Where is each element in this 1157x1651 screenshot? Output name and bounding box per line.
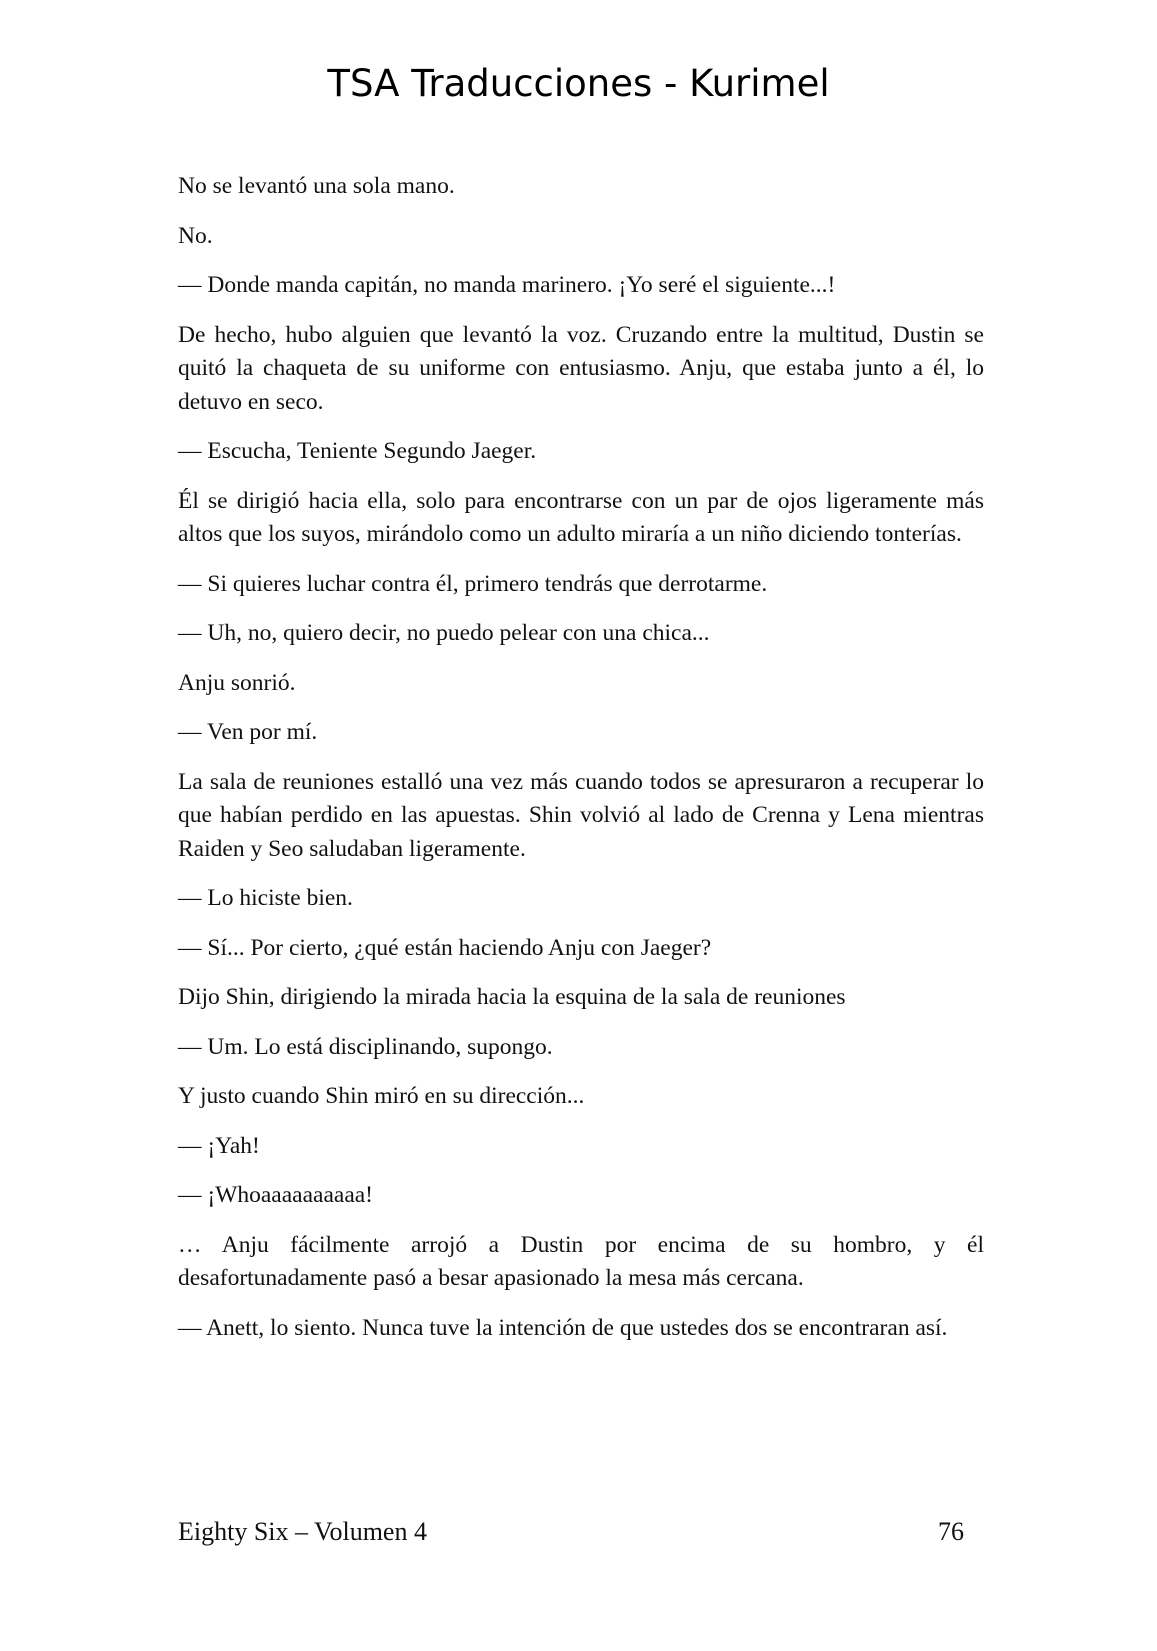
header-title: TSA Traducciones - Kurimel — [327, 62, 830, 105]
paragraph: — ¡Yah! — [178, 1132, 260, 1159]
paragraph: Y justo cuando Shin miró en su dirección... — [178, 1083, 585, 1109]
paragraph: Dijo Shin, dirigiendo la mirada hacia la esquina de la sala de reuniones — [178, 984, 846, 1010]
paragraph: — Anett, lo siento. Nunca tuve la intención de que ustedes dos se encontraran así. — [178, 1314, 948, 1341]
paragraph: La sala de reuniones estalló una vez más cuando todos se apresuraron a recuperar lo que habían perdido en las apuestas. Shin volvió al lado de Crenna y Lena mientras Raiden y Seo saludaban ligeramente. — [178, 768, 984, 862]
page-header — [0, 62, 1157, 106]
page-body — [178, 170, 984, 1345]
paragraph: — ¡Whoaaaaaaaaaa! — [178, 1182, 374, 1208]
paragraph: Él se dirigió hacia ella, solo para encontrarse con un par de ojos ligeramente más altos que los suyos, mirándolo como un adulto miraría a un niño diciendo tonterías. — [178, 487, 984, 547]
paragraph: De hecho, hubo alguien que levantó la voz. Cruzando entre la multitud, Dustin se quitó la chaqueta de su uniforme con entusiasmo. Anju, que estaba junto a él, lo detuvo en seco. — [178, 321, 984, 415]
paragraph: — Si quieres luchar contra él, primero tendrás que derrotarme. — [178, 570, 768, 597]
paragraph: — Escucha, Teniente Segundo Jaeger. — [178, 438, 537, 464]
paragraph: — Sí... Por cierto, ¿qué están haciendo Anju con Jaeger? — [178, 934, 712, 961]
paragraph: No. — [178, 222, 213, 249]
paragraph: Anju sonrió. — [178, 669, 296, 696]
paragraph: No se levantó una sola mano. — [178, 173, 455, 199]
footer-book-title: Eighty Six – Volumen 4 — [178, 1517, 427, 1546]
paragraph: — Ven por mí. — [178, 719, 318, 745]
page-number: 76 — [938, 1517, 964, 1546]
paragraph: — Lo hiciste bien. — [178, 885, 353, 911]
paragraph: — Um. Lo está disciplinando, supongo. — [178, 1033, 553, 1060]
paragraph: … Anju fácilmente arrojó a Dustin por encima de su hombro, y él desafortunadamente pasó a besar apasionado la mesa más cercana. — [178, 1231, 984, 1291]
paragraph: — Uh, no, quiero decir, no puedo pelear con una chica... — [178, 620, 710, 646]
page-footer — [178, 1516, 964, 1548]
paragraph: — Donde manda capitán, no manda marinero. ¡Yo seré el siguiente...! — [178, 272, 836, 298]
